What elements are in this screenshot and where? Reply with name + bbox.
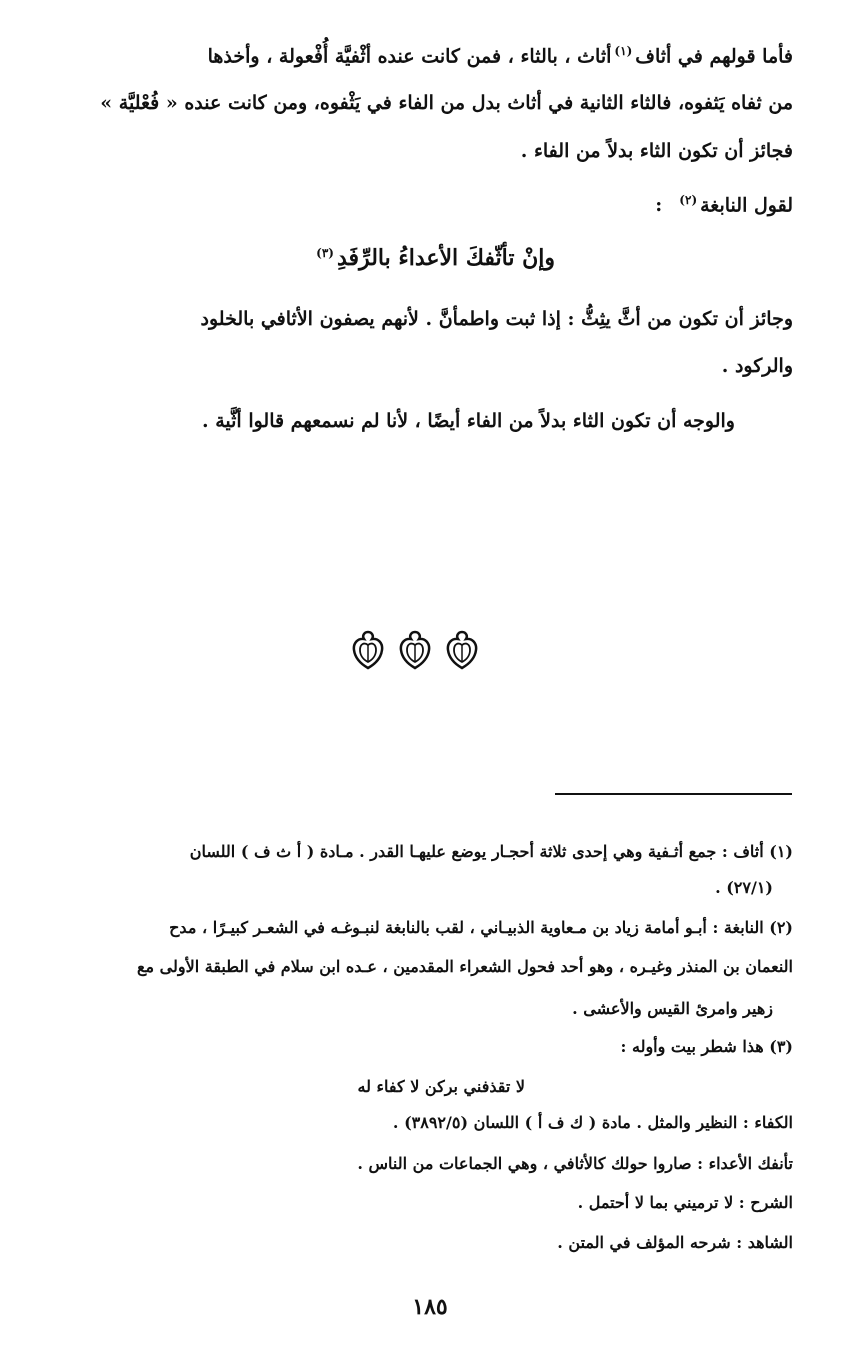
paragraph-1-line-1 <box>208 44 793 67</box>
footnote-3-line-5: الشرح : لا ترميني بما لا أحتمل . <box>577 1193 793 1212</box>
section-ornaments <box>350 627 480 673</box>
floral-ornament-icon <box>350 629 386 671</box>
paragraph-2 <box>655 193 793 216</box>
footnote-2-line-1: (٢) النابغة : أبـو أمامة زياد بن مـعاوية الذبيـاني ، لقب بالنابغة لنبـوغـه في الشعـر كبيـرًا ، مدح <box>169 918 793 937</box>
footnote-3-line-3: الكفاء : النظير والمثل . مادة ( ك ف أ ) اللسان (٣٨٩٢/٥) . <box>392 1113 793 1132</box>
paragraph-1-line-3: فجائز أن تكون الثاء بدلاً من الفاء . <box>520 140 793 162</box>
footnote-marker-1: (١) <box>614 44 633 58</box>
footnote-3-line-1: (٣) هذا شطر بيت وأوله : <box>620 1037 793 1056</box>
floral-ornament-icon <box>397 629 433 671</box>
footnote-3-line-6: الشاهد : شرحه المؤلف في المتن . <box>557 1233 793 1252</box>
footnote-1-line-2: (٢٧/١) . <box>715 878 773 897</box>
paragraph-1-line-1-end: أثاث ، بالثاء ، فمن كانت عنده أثْفيَّة أُفْعولة ، وأخذها <box>207 45 612 68</box>
paragraph-1-line-1-start: فأما قولهم في أثاف <box>635 45 793 68</box>
paragraph-4-line-1: والوجه أن تكون الثاء بدلاً من الفاء أيضًا ، لأنا لم نسمعهم قالوا أثَّية . <box>201 410 735 432</box>
footnote-marker-2: (٢) <box>679 193 698 207</box>
paragraph-2-text: لقول النابغة <box>700 194 793 217</box>
paragraph-1-line-2: من ثفاه يَثفوه، فالثاء الثانية في أثاث بدل من الفاء في يَثْفوه، ومن كانت عنده « فُعْليَّة » <box>100 92 793 114</box>
paragraph-3-line-2: والركود . <box>721 355 793 377</box>
verse-text: وإنْ تأثّفكَ الأعداءُ بالرِّفَدِ <box>336 245 555 271</box>
page-number: ١٨٥ <box>412 1294 448 1320</box>
footnote-3-verse: لا تقذفني بركن لا كفاء له <box>357 1077 525 1096</box>
footnote-1-line-1: (١) أثاف : جمع أثـفية وهي إحدى ثلاثة أحجـار يوضع عليهـا القدر . مـادة ( أ ث ف ) اللسان <box>189 842 793 861</box>
footnote-separator <box>555 793 792 795</box>
paragraph-3-line-1: وجائز أن تكون من أثَّ يثِثُّ : إذا ثبت واطمأنَّ . لأنهم يصفون الأثافي بالخلود <box>200 308 793 330</box>
footnote-marker-3: (٣) <box>316 245 334 260</box>
footnote-2-line-3: زهير وامرئ القيس والأعشى . <box>572 999 773 1018</box>
floral-ornament-icon <box>444 629 480 671</box>
footnote-3-line-4: تأنفك الأعداء : صاروا حولك كالأثافي ، وهي الجماعات من الناس . <box>357 1154 793 1173</box>
poetry-verse <box>313 245 555 271</box>
paragraph-2-colon: : <box>655 194 663 217</box>
footnote-2-line-2: النعمان بن المنذر وغيـره ، وهو أحد فحول الشعراء المقدمين ، عـده ابن سلام في الطبقة الأولى مع <box>137 957 793 976</box>
